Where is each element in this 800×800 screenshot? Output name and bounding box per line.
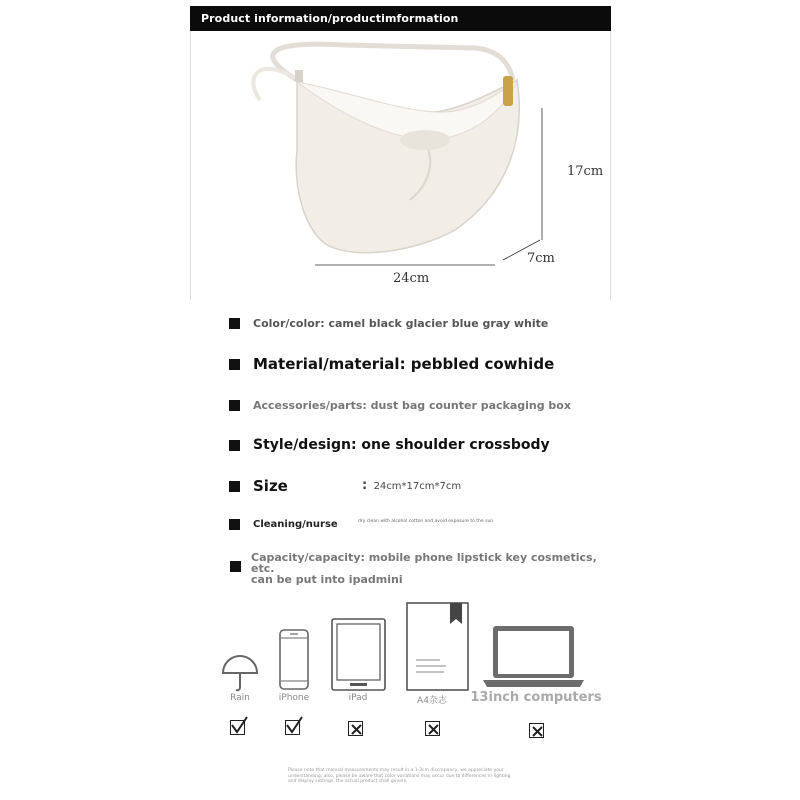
cross-icon bbox=[529, 723, 544, 738]
spec-cleaning bbox=[229, 519, 338, 530]
bullet-icon bbox=[229, 440, 240, 451]
spec-material bbox=[229, 355, 554, 373]
check-icon bbox=[230, 720, 245, 735]
spec-accessories-text: Accessories/parts: dust bag counter packaging box bbox=[253, 399, 571, 412]
bullet-icon bbox=[229, 481, 240, 492]
spec-size-value-text: 24cm*17cm*7cm bbox=[373, 481, 462, 492]
bullet-icon bbox=[229, 318, 240, 329]
item-label-a4: A4杂志 bbox=[417, 696, 447, 706]
item-label-ipad: iPad bbox=[348, 693, 368, 703]
spec-color bbox=[229, 317, 548, 330]
spec-size-label: Size bbox=[253, 477, 288, 495]
magazine-icon bbox=[406, 602, 469, 691]
umbrella-icon bbox=[220, 653, 260, 693]
capacity-line-2: can be put into ipadmini bbox=[251, 573, 403, 586]
spec-cleaning-value: dry clean with alcohol cotton and avoid exposure to the sun bbox=[358, 519, 494, 524]
capacity-line-1: Capacity/capacity: mobile phone lipstick key cosmetics, etc. bbox=[251, 551, 597, 575]
phone-icon bbox=[279, 629, 309, 691]
bullet-icon bbox=[230, 561, 241, 572]
spec-size bbox=[229, 477, 288, 495]
item-label-iphone: iPhone bbox=[278, 693, 310, 703]
tablet-icon bbox=[331, 618, 386, 691]
frame-divider-right bbox=[610, 31, 611, 300]
header-title: Product information/productimformation bbox=[201, 12, 459, 25]
cross-icon bbox=[425, 721, 440, 736]
spec-accessories bbox=[229, 399, 571, 412]
bag-image bbox=[235, 40, 565, 280]
spec-color-text: Color/color: camel black glacier blue gray white bbox=[253, 317, 549, 330]
frame-divider-left bbox=[190, 31, 191, 300]
laptop-icon bbox=[483, 624, 584, 689]
spec-style bbox=[229, 437, 550, 453]
bullet-icon bbox=[229, 519, 240, 530]
spec-size-separator: : bbox=[362, 478, 368, 493]
spec-material-text: Material/material: pebbled cowhide bbox=[253, 355, 555, 373]
spec-cleaning-label: Cleaning/nurse bbox=[253, 519, 338, 530]
depth-dimension: 7cm bbox=[527, 251, 555, 266]
item-label-rain: Rain bbox=[230, 693, 250, 703]
width-dimension: 24cm bbox=[393, 271, 430, 286]
cross-icon bbox=[348, 721, 363, 736]
header-bar bbox=[190, 6, 611, 31]
spec-style-text: Style/design: one shoulder crossbody bbox=[253, 437, 550, 453]
height-dimension: 17cm bbox=[567, 164, 604, 179]
bullet-icon bbox=[229, 359, 240, 370]
spec-capacity-text bbox=[251, 552, 611, 585]
item-label-laptop: 13inch computers bbox=[470, 690, 602, 705]
footnote: Please note that manual measurements may result in a 1-3cm discrepancy, we appreciate your understanding; also, please be aware that color variations may occur due to differences in lighting and display settings. the actual product shall govern bbox=[288, 768, 511, 784]
bullet-icon bbox=[229, 400, 240, 411]
spec-size-value bbox=[362, 478, 461, 493]
check-icon bbox=[285, 720, 300, 735]
